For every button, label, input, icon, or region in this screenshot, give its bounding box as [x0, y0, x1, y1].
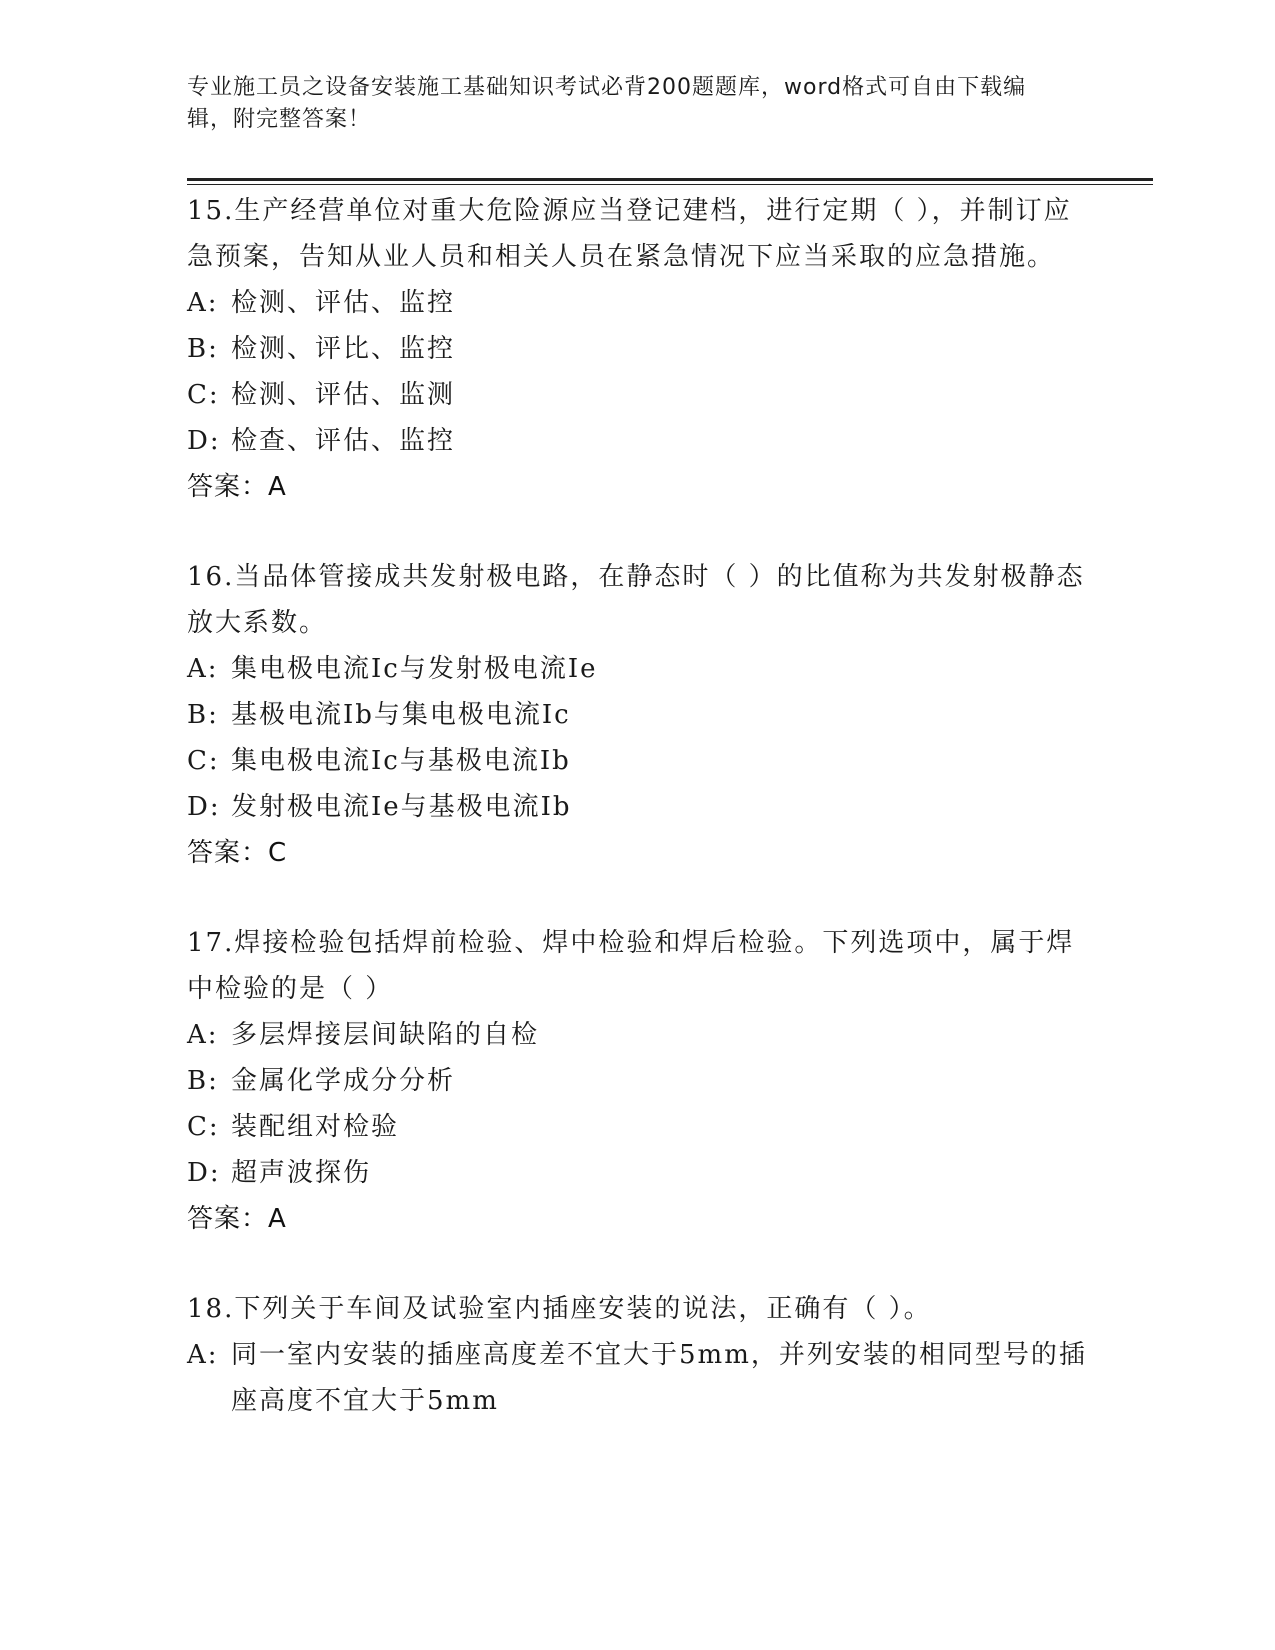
question-stem: 18.下列关于车间及试验室内插座安装的说法，正确有（ ）。 [187, 1294, 932, 1324]
option-letter: D: [187, 1158, 221, 1188]
option-text: 多层焊接层间缺陷的自检 [231, 1020, 540, 1050]
question-spacer [187, 510, 1087, 554]
option-d [187, 784, 1087, 830]
question-15 [187, 188, 1087, 510]
option-d [187, 418, 1087, 464]
question-spacer [187, 876, 1087, 920]
option-b [187, 326, 1087, 372]
header-divider-thin [187, 184, 1153, 185]
question-16 [187, 554, 1087, 876]
option-c [187, 738, 1087, 784]
option-text: 同一室内安装的插座高度差不宜大于5mm，并列安装的相同型号的插座高度不宜大于5mm [231, 1340, 1087, 1416]
option-letter: C: [187, 1112, 220, 1142]
answer: 答案：C [187, 838, 288, 868]
question-list [187, 188, 1087, 1424]
question-stem: 15.生产经营单位对重大危险源应当登记建档，进行定期（ ），并制订应急预案，告知从业人员和相关人员在紧急情况下应当采取的应急措施。 [187, 196, 1072, 272]
option-letter: D: [187, 426, 221, 456]
answer: 答案：A [187, 472, 287, 502]
option-text: 检测、评估、监测 [231, 380, 456, 410]
option-letter: B: [187, 1066, 219, 1096]
option-text: 集电极电流Ic与发射极电流Ie [231, 654, 598, 684]
option-letter: C: [187, 380, 220, 410]
option-text: 超声波探伤 [231, 1158, 372, 1188]
option-a [187, 646, 1087, 692]
option-a [187, 1332, 1087, 1424]
option-c [187, 1104, 1087, 1150]
option-b [187, 692, 1087, 738]
option-letter: A: [187, 288, 219, 318]
header-divider-thick [187, 178, 1153, 181]
option-text: 金属化学成分分析 [231, 1066, 456, 1096]
question-stem: 17.焊接检验包括焊前检验、焊中检验和焊后检验。下列选项中，属于焊中检验的是（ ） [187, 928, 1075, 1004]
question-spacer [187, 1242, 1087, 1286]
option-text: 基极电流Ib与集电极电流Ic [231, 700, 571, 730]
option-letter: D: [187, 792, 221, 822]
option-text: 装配组对检验 [231, 1112, 400, 1142]
option-a [187, 280, 1087, 326]
option-letter: B: [187, 334, 219, 364]
option-letter: B: [187, 700, 219, 730]
answer: 答案：A [187, 1204, 287, 1234]
option-letter: A: [187, 1340, 219, 1370]
option-d [187, 1150, 1087, 1196]
option-b [187, 1058, 1087, 1104]
document-header: 专业施工员之设备安装施工基础知识考试必背200题题库，word格式可自由下载编辑，附完整答案！ [187, 75, 1027, 132]
option-text: 检测、评估、监控 [231, 288, 456, 318]
option-text: 检查、评估、监控 [231, 426, 456, 456]
option-letter: A: [187, 654, 219, 684]
option-text: 检测、评比、监控 [231, 334, 456, 364]
option-text: 集电极电流Ic与基极电流Ib [231, 746, 571, 776]
option-a [187, 1012, 1087, 1058]
option-letter: A: [187, 1020, 219, 1050]
option-c [187, 372, 1087, 418]
option-letter: C: [187, 746, 220, 776]
question-17 [187, 920, 1087, 1242]
question-18 [187, 1286, 1087, 1424]
option-text: 发射极电流Ie与基极电流Ib [231, 792, 572, 822]
question-stem: 16.当品体管接成共发射极电路，在静态时（ ）的比值称为共发射极静态放大系数。 [187, 562, 1085, 638]
